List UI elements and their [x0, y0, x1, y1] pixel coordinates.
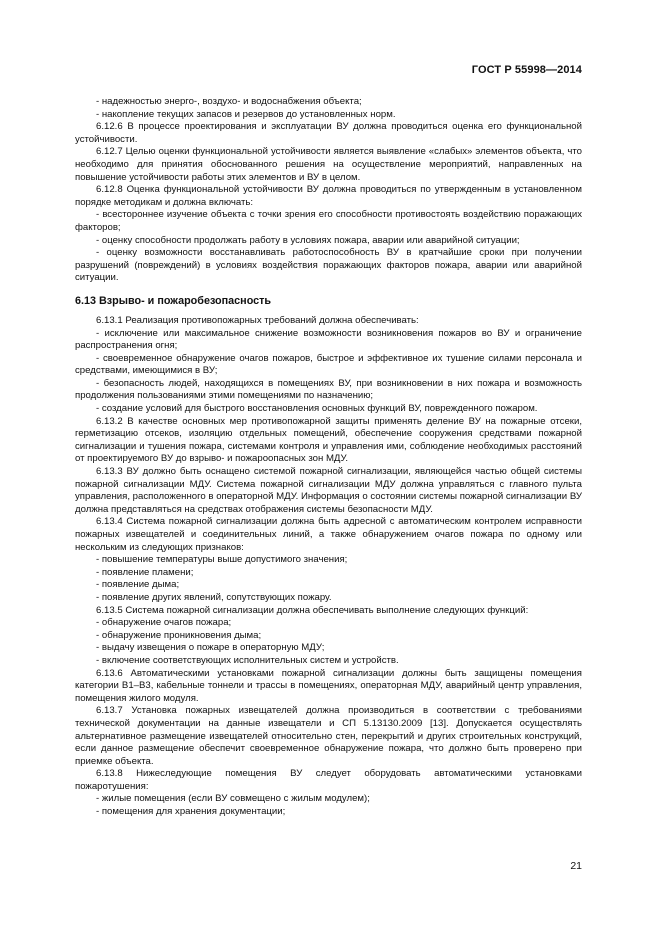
list-item: - появление дыма; [96, 579, 180, 591]
paragraph-6-12-6: 6.12.6 В процессе проектирования и эксплуатации ВУ должна проводиться оценка его функциональной устойчивости. [75, 121, 582, 145]
list-item: - своевременное обнаружение очагов пожаров, быстрое и эффективное их тушение силами персонала и средствами, имеющимися в ВУ; [75, 352, 582, 377]
list-item: - помещения для хранения документации; [96, 806, 286, 818]
paragraph-6-13-6: 6.13.6 Автоматическими установками пожарной сигнализации должны быть защищены помещения категории В1–В3, кабельные тоннели и трассы в помещениях, операторная МДУ, аварийный центр управления, помещения жилого модуля. [75, 667, 582, 704]
paragraph-6-12-7: 6.12.7 Целью оценки функциональной устойчивости является выявление «слабых» элементов объекта, что необходимо для принятия обоснованного решения на осуществление мероприятий, направленных на повышение устойчивости работы этих элементов и ВУ в целом. [75, 146, 582, 183]
section-heading-6-13: 6.13 Взрыво- и пожаробезопасность [75, 294, 272, 307]
list-item: - включение соответствующих исполнительных систем и устройств. [96, 654, 399, 666]
list-item: - исключение или максимальное снижение возможности возникновения пожаров во ВУ и ограничение распространения огня; [75, 327, 582, 352]
list-item: - надежностью энерго-, воздухо- и водоснабжения объекта; [96, 96, 362, 107]
list-item: - появление пламени; [96, 566, 194, 578]
list-item: - выдачу извещения о пожаре в операторную МДУ; [96, 642, 325, 654]
list-item: - оценку возможности восстанавливать работоспособность ВУ в кратчайшие сроки при получении разрушений (повреждений) в условиях воздействия поражающих факторов пожара, аварии или аварийной ситуации. [75, 247, 582, 284]
paragraph-6-13-1: 6.13.1 Реализация противопожарных требований должна обеспечивать: [96, 314, 419, 326]
document-id-header: ГОСТ Р 55998—2014 [471, 64, 582, 76]
page-body [75, 96, 582, 819]
page-number: 21 [570, 860, 582, 872]
list-item: - создание условий для быстрого восстановления основных функций ВУ, поврежденного пожаром. [96, 403, 538, 415]
list-item: - всестороннее изучение объекта с точки зрения его способности противостоять воздействию поражающих факторов; [75, 209, 582, 233]
paragraph-6-12-8: 6.12.8 Оценка функциональной устойчивости ВУ должна проводиться по утвержденным в установленном порядке методикам и должна включать: [75, 184, 582, 208]
list-item: - накопление текущих запасов и резервов до установленных норм. [96, 108, 396, 120]
list-item: - появление других явлений, сопутствующих пожару. [96, 591, 332, 603]
list-item: - обнаружение очагов пожара; [96, 617, 232, 629]
list-item: - жилые помещения (если ВУ совмещено с жилым модулем); [96, 793, 370, 805]
paragraph-6-13-7: 6.13.7 Установка пожарных извещателей должна производиться в соответствии с требованиями технической документации на данные извещатели и СП 5.13130.2009 [13]. Допускается осуществлять альтернативное размещение извещателей относительно стен, перекрытий и других строительных конструкций, если данное размещение обеспечит своевременное обнаружение пожара, что должно быть проверено при приемке объекта. [75, 705, 582, 767]
list-item: - обнаружение проникновения дыма; [96, 629, 262, 641]
list-item: - безопасность людей, находящихся в помещениях ВУ, при возникновении в них пожара и возможность продолжения пользованиями этими помещениями по назначению; [75, 377, 582, 402]
list-item: - оценку способности продолжать работу в условиях пожара, аварии или аварийной ситуации; [96, 234, 520, 246]
paragraph-6-13-4: 6.13.4 Система пожарной сигнализации должна быть адресной с автоматическим контролем исправности пожарных извещателей и соединительных линий, а также обнаружением очагов пожара по одному или нескольким из следующих признаков: [75, 516, 582, 553]
list-item: - повышение температуры выше допустимого значения; [96, 554, 348, 566]
paragraph-6-13-5: 6.13.5 Система пожарной сигнализации должна обеспечивать выполнение следующих функций: [96, 604, 529, 616]
paragraph-6-13-2: 6.13.2 В качестве основных мер противопожарной защиты применять деление ВУ на пожарные отсеки, герметизацию отсеков, изоляцию отдельных помещений, обеспечение сооружения средствами пожарной сигнализации и тушения пожара, системами контроля и управления ими, соблюдение необходимых расстояний от проектируемого ВУ до взрыво- и пожароопасных зон МДУ. [75, 415, 582, 465]
paragraph-6-13-8: 6.13.8 Нижеследующие помещения ВУ следует оборудовать автоматическими установками пожаротушения: [75, 768, 582, 792]
paragraph-6-13-3: 6.13.3 ВУ должно быть оснащено системой пожарной сигнализации, являющейся частью общей системы пожарной сигнализации МДУ. Система пожарной сигнализации МДУ должна управляться с главного пульта управления, расположенного в операторной МДУ. Информация о состоянии системы пожарной сигнализации ВУ должна представляться на средствах отображения системы безопасности МДУ. [75, 466, 582, 515]
